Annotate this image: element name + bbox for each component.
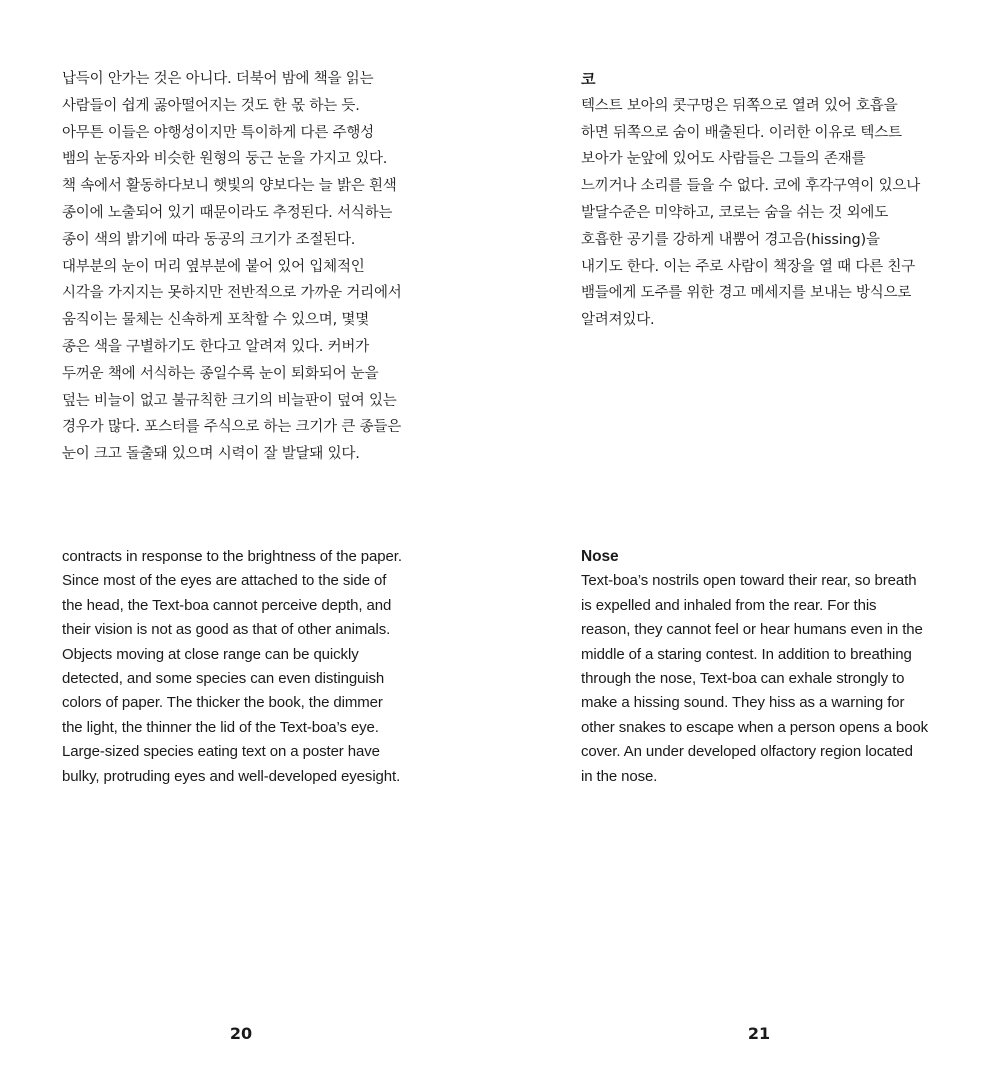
text-line: the head, the Text-boa cannot perceive depth, and [62,596,392,614]
text-line: 호흡한 공기를 강하게 내뿜어 경고음(hissing)을 [581,231,880,248]
page-number-right: 21 [747,1024,771,1043]
right-korean-section [581,66,961,334]
text-line: 종이 색의 밝기에 따라 동공의 크기가 조절된다. [62,231,356,248]
left-english-paragraph [62,545,442,789]
text-line: other snakes to escape when a person opens a book [581,718,929,736]
text-line: 보아가 눈앞에 있어도 사람들은 그들의 존재를 [581,151,866,168]
text-line: middle of a staring contest. In addition to breathing [581,645,912,663]
text-line: Since most of the eyes are attached to the side of [62,572,387,590]
text-line: 종은 색을 구별하기도 한다고 알려져 있다. 커버가 [62,338,370,355]
text-line: 시각을 가지지는 못하지만 전반적으로 가까운 거리에서 [62,285,402,302]
text-line: reason, they cannot feel or hear humans even in the [581,621,923,639]
text-line: in the nose. [581,767,658,785]
text-line: the light, the thinner the lid of the Text-boa’s eye. [62,718,379,736]
text-line: detected, and some species can even distinguish [62,670,385,688]
text-line: 하면 뒤쪽으로 숨이 배출된다. 이러한 이유로 텍스트 [581,124,902,141]
text-line: Text-boa’s nostrils open toward their rear, so breath [581,572,917,590]
left-korean-paragraph [62,66,442,468]
text-line: 아무튼 이들은 야행성이지만 특이하게 다른 주행성 [62,124,374,141]
page-number-left: 20 [229,1024,253,1043]
section-heading-english: Nose [581,548,619,565]
text-line: colors of paper. The thicker the book, the dimmer [62,694,383,712]
text-line: 납득이 안가는 것은 아니다. 더북어 밤에 책을 읽는 [62,71,374,87]
text-line: 눈이 크고 돌출돼 있으며 시력이 잘 발달돼 있다. [62,446,360,463]
text-line: is expelled and inhaled from the rear. For this [581,596,877,614]
text-line: 움직이는 물체는 신속하게 포착할 수 있으며, 몇몇 [62,312,370,329]
text-line: 두꺼운 책에 서식하는 종일수록 눈이 퇴화되어 눈을 [62,365,379,382]
text-line: 경우가 많다. 포스터를 주식으로 하는 크기가 큰 종들은 [62,419,402,436]
text-line: 텍스트 보아의 콧구멍은 뒤쪽으로 열려 있어 호흡을 [581,97,898,114]
text-line: 뱀들에게 도주를 위한 경고 메세지를 보내는 방식으로 [581,285,912,302]
right-english-section [581,545,961,789]
text-line: 사람들이 쉽게 곯아떨어지는 것도 한 몫 하는 듯. [62,97,360,114]
text-line: make a hissing sound. They hiss as a warning for [581,694,905,712]
text-line: bulky, protruding eyes and well-developed eyesight. [62,767,401,785]
text-line: 책 속에서 활동하다보니 햇빛의 양보다는 늘 밝은 흰색 [62,178,397,195]
text-line: through the nose, Text-boa can exhale strongly to [581,670,905,688]
text-line: 알려져있다. [581,312,655,329]
text-line: 느끼거나 소리를 들을 수 없다. 코에 후각구역이 있으나 [581,178,921,195]
text-line: contracts in response to the brightness of the paper. [62,548,402,565]
text-line: 대부분의 눈이 머리 옆부분에 붙어 있어 입체적인 [62,258,365,275]
text-line: 발달수준은 미약하고, 코로는 숨을 쉬는 것 외에도 [581,204,889,221]
section-heading-korean: 코 [581,70,596,88]
text-line: 뱀의 눈동자와 비슷한 원형의 둥근 눈을 가지고 있다. [62,151,388,168]
text-line: 종이에 노출되어 있기 때문이라도 추정된다. 서식하는 [62,204,393,221]
text-line: their vision is not as good as that of other animals. [62,621,391,639]
text-line: Large-sized species eating text on a poster have [62,743,380,761]
text-line: 내기도 한다. 이는 주로 사람이 책장을 열 때 다른 친구 [581,258,916,275]
text-line: Objects moving at close range can be quickly [62,645,359,663]
text-line: cover. An under developed olfactory region located [581,743,913,761]
text-line: 덮는 비늘이 없고 불규칙한 크기의 비늘판이 덮여 있는 [62,392,397,409]
